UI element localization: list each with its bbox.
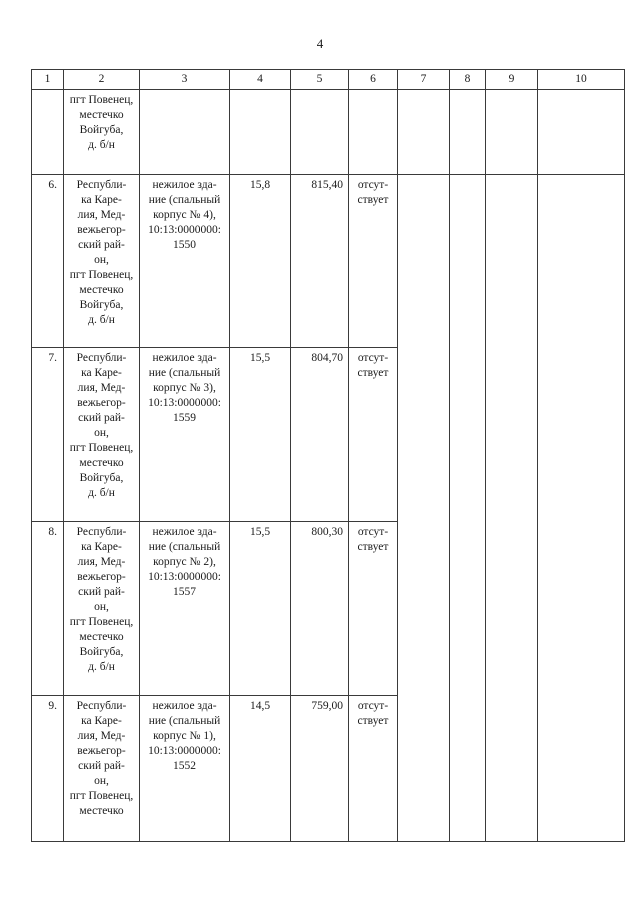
address-cell [64,696,140,842]
object-line: корпус № 1), [153,730,216,742]
column-header: 4 [230,70,291,90]
address-cell [64,90,140,175]
address-line: ский рай- [78,586,125,598]
col5-cell: 815,40 [291,175,349,348]
address-line: вежьегор- [77,397,126,409]
address-line: пгт Повенец, [69,442,134,454]
encumbrance-line: отсут- [357,700,389,712]
col5-cell: 759,00 [291,696,349,842]
object-cell [140,348,230,522]
col4-cell: 14,5 [230,696,291,842]
page-number: 4 [316,36,324,51]
address-line: пгт Повенец, [69,94,134,106]
address-line: ка Каре- [81,367,122,379]
object-line: 1552 [173,760,196,772]
address-line: лия, Мед- [77,556,126,568]
object-line: ние (спальный [148,194,221,206]
encumbrance-line: отсут- [357,352,389,364]
table-row [32,90,625,175]
column-header: 6 [349,70,398,90]
address-line: Республи- [76,352,127,364]
address-line: ка Каре- [81,541,122,553]
row-number: 8. [32,522,64,696]
empty-cell [450,90,486,175]
column-header: 7 [398,70,450,90]
address-line: д. б/н [88,139,115,151]
address-line: пгт Повенец, [69,616,134,628]
address-line: лия, Мед- [77,209,126,221]
encumbrance-line: ствует [357,367,389,379]
address-line: местечко [79,284,124,296]
address-line: он, [94,775,109,787]
address-line: лия, Мед- [77,382,126,394]
col4-cell: 15,5 [230,348,291,522]
object-line: ние (спальный [148,541,221,553]
address-line: он, [94,601,109,613]
object-line: корпус № 4), [153,209,216,221]
encumbrance-cell [349,348,398,522]
address-line: Республи- [76,179,127,191]
encumbrance-line: ствует [357,194,389,206]
column-header: 9 [486,70,538,90]
encumbrance-line: ствует [357,715,389,727]
col5-cell: 804,70 [291,348,349,522]
address-line: вежьегор- [77,745,126,757]
address-line: пгт Повенец, [69,790,134,802]
address-line: Войгуба, [79,472,124,484]
address-line: вежьегор- [77,224,126,236]
object-line: нежилое зда- [152,526,217,538]
column-header: 1 [32,70,64,90]
address-line: местечко [79,109,124,121]
address-line: д. б/н [88,661,115,673]
object-line: 1559 [173,412,196,424]
empty-cell [398,90,450,175]
empty-cell [398,175,450,842]
col5-cell: 800,30 [291,522,349,696]
address-line: ка Каре- [81,715,122,727]
object-line: 10:13:0000000: [148,397,221,409]
address-cell [64,175,140,348]
address-line: Войгуба, [79,124,124,136]
encumbrance-line: ствует [357,541,389,553]
object-line: 10:13:0000000: [148,745,221,757]
empty-cell [450,175,486,842]
empty-cell [538,90,625,175]
encumbrance-cell [349,175,398,348]
object-cell [140,522,230,696]
object-line: 1557 [173,586,196,598]
object-line: нежилое зда- [152,700,217,712]
address-line: лия, Мед- [77,730,126,742]
address-line: он, [94,427,109,439]
address-line: ский рай- [78,412,125,424]
object-line: 1550 [173,239,196,251]
encumbrance-cell [349,90,398,175]
col4-cell [230,90,291,175]
object-cell [140,696,230,842]
object-line: ние (спальный [148,367,221,379]
row-number: 9. [32,696,64,842]
encumbrance-cell [349,696,398,842]
empty-cell [486,90,538,175]
address-line: Войгуба, [79,646,124,658]
address-line: Войгуба, [79,299,124,311]
object-line: корпус № 3), [153,382,216,394]
object-cell [140,175,230,348]
object-line: 10:13:0000000: [148,224,221,236]
address-cell [64,522,140,696]
address-line: ский рай- [78,239,125,251]
object-line: 10:13:0000000: [148,571,221,583]
address-line: вежьегор- [77,571,126,583]
col4-cell: 15,5 [230,522,291,696]
object-line: корпус № 2), [153,556,216,568]
col5-cell [291,90,349,175]
address-line: Республи- [76,526,127,538]
empty-cell [538,175,625,842]
column-header: 5 [291,70,349,90]
address-line: пгт Повенец, [69,269,134,281]
address-line: д. б/н [88,314,115,326]
column-header: 10 [538,70,625,90]
address-line: ка Каре- [81,194,122,206]
address-cell [64,348,140,522]
encumbrance-cell [349,522,398,696]
row-number: 6. [32,175,64,348]
address-line: д. б/н [88,487,115,499]
column-header: 2 [64,70,140,90]
empty-cell [486,175,538,842]
object-line: нежилое зда- [152,352,217,364]
address-line: местечко [79,805,124,817]
table-row [32,175,625,348]
object-line: ние (спальный [148,715,221,727]
row-number: 7. [32,348,64,522]
encumbrance-line: отсут- [357,179,389,191]
object-line: нежилое зда- [152,179,217,191]
address-line: ский рай- [78,760,125,772]
encumbrance-line: отсут- [357,526,389,538]
address-line: местечко [79,457,124,469]
address-line: он, [94,254,109,266]
property-table [31,69,625,842]
col4-cell: 15,8 [230,175,291,348]
column-header: 8 [450,70,486,90]
row-number [32,90,64,175]
object-cell [140,90,230,175]
table-header-row [32,70,625,90]
address-line: местечко [79,631,124,643]
address-line: Республи- [76,700,127,712]
column-header: 3 [140,70,230,90]
